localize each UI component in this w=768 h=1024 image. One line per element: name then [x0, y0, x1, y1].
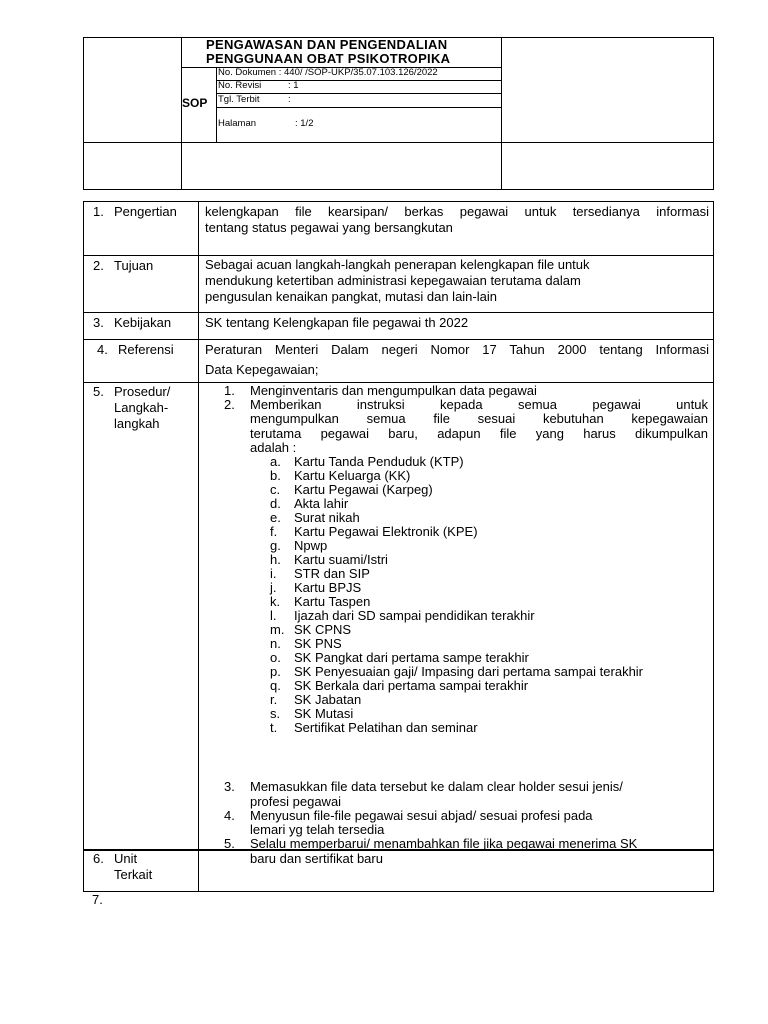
- kebijakan-text: SK tentang Kelengkapan file pegawai th 2022: [205, 315, 469, 330]
- list-item-text: SK Penyesuaian gaji/ Impasing dari pertama sampai terakhir: [294, 664, 644, 679]
- list-item-text: Kartu Tanda Penduduk (KTP): [294, 454, 464, 469]
- list-item-letter: p.: [270, 664, 281, 679]
- list-item-letter: e.: [270, 510, 281, 525]
- label-prosedur-2: Langkah-: [114, 400, 169, 415]
- label-unit: 6. Unit: [93, 851, 138, 866]
- label-prosedur-3: langkah: [114, 416, 160, 431]
- sop-header-table: [83, 37, 714, 190]
- sop-content-table: [83, 201, 714, 892]
- row-kebijakan: [84, 313, 713, 340]
- referensi-line-1: Peraturan Menteri Dalam negeri Nomor 17 Tahun 2000 tentang Informasi: [205, 342, 709, 357]
- referensi-line-2: Data Kepegawaian;: [205, 362, 319, 377]
- list-item-letter: k.: [270, 594, 281, 609]
- header-row-rule: [84, 142, 713, 143]
- tujuan-line-2: mendukung ketertiban administrasi kepegawaian terutama dalam: [205, 273, 581, 288]
- list-item-text: Surat nikah: [294, 510, 360, 525]
- list-item-letter: r.: [270, 692, 278, 707]
- list-item-letter: i.: [270, 566, 277, 581]
- list-item-text: SK Jabatan: [294, 692, 362, 707]
- sop-label: SOP: [182, 96, 208, 110]
- list-item-letter: g.: [270, 538, 281, 553]
- list-item-letter: s.: [270, 706, 281, 721]
- row-prosedur: 5. Prosedur/ Langkah- langkah 1. Menginventaris dan mengumpulkan data pegawai 2. Memberikan instruksi kepada semua pegawai untuk mengumpulkan semua file sesuai kebutuhan kepegawaian terutama pegawai baru, adapun file yang harus dikumpulkan adalah : a. Kartu Tanda Penduduk (KTP) b. Kartu Keluarga (KK) c. Kartu Pegawai (Karpeg) d. Akta lahir e. Surat nikah f. Kartu Pegawai Elektronik (KPE) g. Npwp h. Kartu suami/Istri i. STR dan SIP j. Kartu BPJS k. Kartu Taspen l. Ijazah dari SD sampai pendidikan terakhir m. SK CPNS n. SK PNS o. SK Pangkat dari pertama sampe terakhir p. SK Penyesuaian gaji/ Impasing dari pertama sampai terakhir q. SK Berkala dari pertama sampai terakhir r. SK Jabatan s. SK Mutasi t. Sertifikat Pelatihan dan seminar 3. Memasukkan file data tersebut ke dalam clear holder sesui jenis/ profesi pegawai 4. Menyusun file-file pegawai sesui abjad/ sesuai profesi pada lemari yg telah tersedia 5. Selalu memperbarui/ menambahkan file jika pegawai menerima SK baru dan sertifikat baru: [84, 383, 713, 850]
- list-item-letter: h.: [270, 552, 281, 567]
- list-item-text: SK PNS: [294, 636, 342, 651]
- label-terkait: Terkait: [114, 867, 153, 882]
- list-item-letter: m.: [270, 622, 285, 637]
- meta-no-revisi: No. Revisi : 1: [218, 80, 299, 91]
- list-item-letter: o.: [270, 650, 281, 665]
- row-tujuan: [84, 256, 713, 313]
- list-item-letter: n.: [270, 636, 281, 651]
- list-item-letter: c.: [270, 482, 281, 497]
- pengertian-line-2: tentang status pegawai yang bersangkutan: [205, 220, 453, 235]
- list-item-text: Kartu Pegawai Elektronik (KPE): [294, 524, 478, 539]
- list-item-text: SK Pangkat dari pertama sampe terakhir: [294, 650, 529, 665]
- list-item-text: SK Berkala dari pertama sampai terakhir: [294, 678, 529, 693]
- meta-halaman: Halaman : 1/2: [218, 118, 314, 129]
- meta-tgl-terbit: Tgl. Terbit :: [218, 94, 291, 105]
- header-divider-left: [181, 38, 182, 189]
- list-item-letter: f.: [270, 524, 278, 539]
- pengertian-line-1: kelengkapan file kearsipan/ berkas pegawai untuk tersedianya informasi: [205, 204, 709, 219]
- list-item-text: Npwp: [294, 538, 328, 553]
- list-item-text: Kartu BPJS: [294, 580, 362, 595]
- row-referensi: [84, 340, 713, 383]
- list-item-letter: l.: [270, 608, 277, 623]
- header-divider-right: [501, 38, 502, 189]
- title-line-2: PENGGUNAAN OBAT PSIKOTROPIKA: [206, 51, 451, 66]
- list-item-letter: a.: [270, 454, 281, 469]
- label-referensi: 4. Referensi: [97, 342, 174, 357]
- list-item-text: Sertifikat Pelatihan dan seminar: [294, 720, 478, 735]
- label-tujuan: 2. Tujuan: [93, 258, 154, 273]
- list-item-letter: j.: [270, 580, 277, 595]
- label-prosedur: 5. Prosedur/: [93, 384, 171, 399]
- label-kebijakan: 3. Kebijakan: [93, 315, 172, 330]
- list-item-text: SK Mutasi: [294, 706, 354, 721]
- row-pengertian: [84, 202, 713, 256]
- list-item-text: Kartu Pegawai (Karpeg): [294, 482, 433, 497]
- label-pengertian: 1. Pengertian: [93, 204, 177, 219]
- list-item-letter: q.: [270, 678, 281, 693]
- row-unit-terkait: [84, 850, 713, 893]
- list-item-text: Ijazah dari SD sampai pendidikan terakhir: [294, 608, 535, 623]
- list-item-text: SK CPNS: [294, 622, 352, 637]
- list-item-text: Kartu Keluarga (KK): [294, 468, 411, 483]
- list-item-letter: t.: [270, 720, 278, 735]
- title-line-1: PENGAWASAN DAN PENGENDALIAN: [206, 37, 448, 52]
- list-item-text: Kartu Taspen: [294, 594, 371, 609]
- tujuan-line-3: pengusulan kenaikan pangkat, mutasi dan lain-lain: [205, 289, 497, 304]
- footer-number: 7.: [92, 892, 103, 907]
- list-item-letter: d.: [270, 496, 281, 511]
- meta-rule-3: [216, 107, 501, 108]
- list-item-text: STR dan SIP: [294, 566, 370, 581]
- list-item-text: Akta lahir: [294, 496, 349, 511]
- list-item-letter: b.: [270, 468, 281, 483]
- tujuan-line-1: Sebagai acuan langkah-langkah penerapan kelengkapan file untuk: [205, 257, 590, 272]
- sop-cell-divider: [216, 67, 217, 142]
- meta-no-dokumen: No. Dokumen : 440/ /SOP-UKP/35.07.103.126/2022: [218, 67, 438, 78]
- list-item-text: Kartu suami/Istri: [294, 552, 388, 567]
